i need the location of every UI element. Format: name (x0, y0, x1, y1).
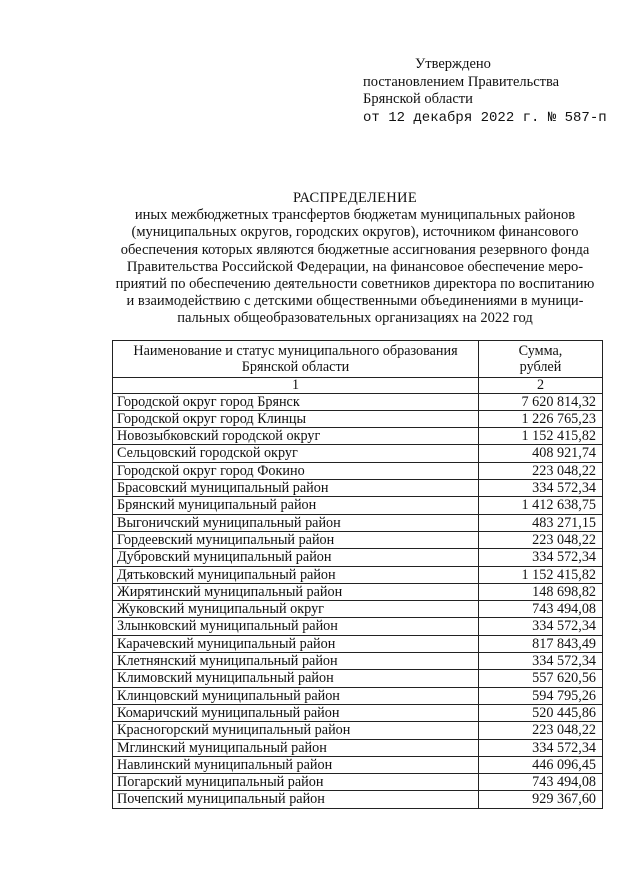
municipality-name-cell: Погарский муниципальный район (113, 774, 479, 791)
table-row (113, 739, 603, 756)
table-row (113, 480, 603, 497)
table-row (113, 704, 603, 721)
table-row (113, 635, 603, 652)
table-row (113, 583, 603, 600)
table-row (113, 566, 603, 583)
amount-cell: 929 367,60 (479, 791, 603, 808)
amount-cell: 223 048,22 (479, 722, 603, 739)
amount-cell: 446 096,45 (479, 756, 603, 773)
table-row (113, 531, 603, 548)
municipality-name-cell: Клинцовский муниципальный район (113, 687, 479, 704)
column-header-name-line2: Брянской области (241, 359, 350, 376)
municipality-name-cell: Дубровский муниципальный район (113, 549, 479, 566)
amount-cell: 408 921,74 (479, 445, 603, 462)
amount-cell: 1 226 765,23 (479, 410, 603, 427)
municipality-name-cell: Выгоничский муниципальный район (113, 514, 479, 531)
municipality-name-cell: Мглинский муниципальный район (113, 739, 479, 756)
municipality-name-cell: Новозыбковский городской округ (113, 428, 479, 445)
table-row (113, 687, 603, 704)
amount-cell: 743 494,08 (479, 601, 603, 618)
table-row (113, 601, 603, 618)
amount-cell: 334 572,34 (479, 618, 603, 635)
municipality-name-cell: Брянский муниципальный район (113, 497, 479, 514)
table-row (113, 445, 603, 462)
description-line: Правительства Российской Федерации, на финансовое обеспечение меро- (126, 258, 584, 275)
table-row (113, 722, 603, 739)
amount-cell: 223 048,22 (479, 462, 603, 479)
municipality-name-cell: Жуковский муниципальный округ (113, 601, 479, 618)
document-description (100, 207, 610, 327)
municipality-name-cell: Сельцовский городской округ (113, 445, 479, 462)
municipality-name-cell: Комаричский муниципальный район (113, 704, 479, 721)
table-row (113, 410, 603, 427)
table-row (113, 462, 603, 479)
column-header-name-line1: Наименование и статус муниципального образования (133, 343, 458, 359)
column-number-row (113, 377, 603, 393)
column-header-name (113, 341, 479, 378)
table-row (113, 393, 603, 410)
municipality-name-cell: Городской округ город Клинцы (113, 410, 479, 427)
table-row (113, 549, 603, 566)
municipality-name-cell: Климовский муниципальный район (113, 670, 479, 687)
amount-cell: 1 412 638,75 (479, 497, 603, 514)
municipality-name-cell: Клетнянский муниципальный район (113, 653, 479, 670)
column-header-amount-line2: рублей (519, 359, 562, 376)
amount-cell: 334 572,34 (479, 739, 603, 756)
description-line: иных межбюджетных трансфертов бюджетам муниципальных районов (134, 207, 576, 224)
approval-line-date-number: от 12 декабря 2022 г. № 587-п (363, 109, 607, 126)
municipality-name-cell: Дятьковский муниципальный район (113, 566, 479, 583)
table-row (113, 514, 603, 531)
table-row (113, 428, 603, 445)
amount-cell: 148 698,82 (479, 583, 603, 600)
amount-cell: 1 152 415,82 (479, 566, 603, 583)
municipality-name-cell: Городской округ город Фокино (113, 462, 479, 479)
municipality-name-cell: Брасовский муниципальный район (113, 480, 479, 497)
municipality-name-cell: Почепский муниципальный район (113, 791, 479, 808)
amount-cell: 334 572,34 (479, 653, 603, 670)
amount-cell: 594 795,26 (479, 687, 603, 704)
municipality-name-cell: Навлинский муниципальный район (113, 756, 479, 773)
amount-cell: 520 445,86 (479, 704, 603, 721)
description-line: приятий по обеспечению деятельности советников директора по воспитанию (115, 276, 595, 293)
municipality-name-cell: Гордеевский муниципальный район (113, 531, 479, 548)
approval-line-approved: Утверждено (415, 56, 491, 72)
description-line: пальных общеобразовательных организациях на 2022 год (177, 310, 533, 327)
amount-cell: 334 572,34 (479, 480, 603, 497)
municipality-name-cell: Жирятинский муниципальный район (113, 583, 479, 600)
approval-stamp (363, 56, 607, 127)
amount-cell: 817 843,49 (479, 635, 603, 652)
column-header-amount-line1: Сумма, (518, 343, 563, 359)
table-row (113, 756, 603, 773)
amount-cell: 7 620 814,32 (479, 393, 603, 410)
amount-cell: 223 048,22 (479, 531, 603, 548)
municipality-name-cell: Злынковский муниципальный район (113, 618, 479, 635)
table-row (113, 618, 603, 635)
table-row (113, 774, 603, 791)
description-line: обеспечения которых являются бюджетные ассигнования резервного фонда (120, 241, 590, 258)
amount-cell: 1 152 415,82 (479, 428, 603, 445)
table-header-row (113, 341, 603, 378)
table-row (113, 791, 603, 808)
table-row (113, 670, 603, 687)
amount-cell: 743 494,08 (479, 774, 603, 791)
municipality-name-cell: Городской округ город Брянск (113, 393, 479, 410)
document-heading: РАСПРЕДЕЛЕНИЕ (293, 190, 417, 206)
approval-line-region: Брянской области (363, 91, 473, 107)
table-row (113, 653, 603, 670)
amount-cell: 557 620,56 (479, 670, 603, 687)
municipality-name-cell: Красногорский муниципальный район (113, 722, 479, 739)
description-line: (муниципальных округов, городских округов), источником финансового (131, 224, 579, 241)
column-number-1: 1 (113, 377, 479, 393)
table-body (113, 393, 603, 808)
distribution-table (112, 340, 603, 809)
column-number-2: 2 (479, 377, 603, 393)
municipality-name-cell: Карачевский муниципальный район (113, 635, 479, 652)
document-title-block (100, 190, 610, 328)
amount-cell: 334 572,34 (479, 549, 603, 566)
description-line: и взаимодействию с детскими общественными объединениями в муници- (126, 293, 584, 310)
amount-cell: 483 271,15 (479, 514, 603, 531)
approval-line-resolution: постановлением Правительства (363, 73, 560, 90)
table-row (113, 497, 603, 514)
column-header-amount (479, 341, 603, 378)
